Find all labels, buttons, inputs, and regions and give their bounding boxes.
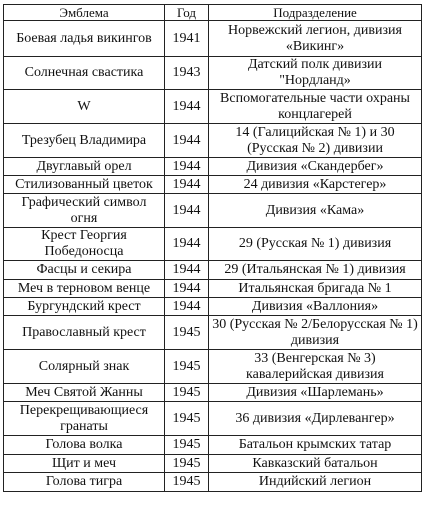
table-row xyxy=(4,316,422,350)
emblem-cell: Крест Георгия Победоносца xyxy=(4,228,165,261)
table-row xyxy=(4,436,422,455)
emblem-cell: Голова волка xyxy=(4,436,165,455)
year-cell: 1943 xyxy=(165,57,209,90)
emblem-cell: Перекрещивающиеся гранаты xyxy=(4,402,165,436)
emblem-cell: Солярный знак xyxy=(4,350,165,384)
emblem-cell: Фасцы и секира xyxy=(4,261,165,280)
unit-cell: 33 (Венгерская № 3) кавалерийская дивизия xyxy=(209,350,422,384)
unit-cell: 14 (Галицийская № 1) и 30 (Русская № 2) дивизии xyxy=(209,124,422,158)
unit-cell: 24 дивизия «Карстегер» xyxy=(209,176,422,194)
emblem-cell: Графический символ огня xyxy=(4,194,165,228)
year-cell: 1945 xyxy=(165,455,209,473)
year-cell: 1944 xyxy=(165,194,209,228)
table-row xyxy=(4,194,422,228)
table-row xyxy=(4,280,422,298)
year-cell: 1945 xyxy=(165,384,209,402)
emblem-cell: Стилизованный цветок xyxy=(4,176,165,194)
unit-cell: Датский полк дивизии "Нордланд» xyxy=(209,57,422,90)
emblem-cell: Щит и меч xyxy=(4,455,165,473)
year-cell: 1944 xyxy=(165,228,209,261)
emblem-cell: Трезубец Владимира xyxy=(4,124,165,158)
unit-cell: Дивизия «Кама» xyxy=(209,194,422,228)
table-row xyxy=(4,158,422,176)
unit-cell: Индийский легион xyxy=(209,473,422,492)
unit-cell: 30 (Русская № 2/Белорусская № 1) дивизия xyxy=(209,316,422,350)
table-row xyxy=(4,228,422,261)
table-row xyxy=(4,455,422,473)
unit-cell: Дивизия «Скандербег» xyxy=(209,158,422,176)
emblem-cell: Меч Святой Жанны xyxy=(4,384,165,402)
year-cell: 1941 xyxy=(165,21,209,57)
table-row xyxy=(4,298,422,316)
year-cell: 1945 xyxy=(165,436,209,455)
unit-cell: Дивизия «Шарлемань» xyxy=(209,384,422,402)
emblem-cell: Двуглавый орел xyxy=(4,158,165,176)
year-cell: 1944 xyxy=(165,261,209,280)
year-cell: 1944 xyxy=(165,158,209,176)
year-cell: 1945 xyxy=(165,350,209,384)
header-unit: Подразделение xyxy=(209,5,422,21)
emblem-cell: Бургундский крест xyxy=(4,298,165,316)
unit-cell: Кавказский батальон xyxy=(209,455,422,473)
header-year: Год xyxy=(165,5,209,21)
emblem-table xyxy=(3,4,422,492)
unit-cell: Итальянская бригада № 1 xyxy=(209,280,422,298)
table-row xyxy=(4,350,422,384)
year-cell: 1944 xyxy=(165,176,209,194)
unit-cell: Вспомогательные части охраны концлагерей xyxy=(209,90,422,124)
unit-cell: 29 (Итальянская № 1) дивизия xyxy=(209,261,422,280)
emblem-cell: Православный крест xyxy=(4,316,165,350)
year-cell: 1944 xyxy=(165,298,209,316)
emblem-cell: W xyxy=(4,90,165,124)
year-cell: 1945 xyxy=(165,402,209,436)
year-cell: 1945 xyxy=(165,316,209,350)
header-row xyxy=(4,5,422,21)
table-row xyxy=(4,124,422,158)
year-cell: 1944 xyxy=(165,124,209,158)
table-row xyxy=(4,90,422,124)
emblem-cell: Голова тигра xyxy=(4,473,165,492)
header-emblem: Эмблема xyxy=(4,5,165,21)
table-row xyxy=(4,402,422,436)
emblem-cell: Меч в терновом венце xyxy=(4,280,165,298)
table-row xyxy=(4,473,422,492)
table-row xyxy=(4,21,422,57)
table-row xyxy=(4,384,422,402)
emblem-cell: Боевая ладья викингов xyxy=(4,21,165,57)
emblem-cell: Солнечная свастика xyxy=(4,57,165,90)
unit-cell: Дивизия «Валлония» xyxy=(209,298,422,316)
table-row xyxy=(4,57,422,90)
year-cell: 1944 xyxy=(165,90,209,124)
year-cell: 1944 xyxy=(165,280,209,298)
unit-cell: Норвежский легион, дивизия «Викинг» xyxy=(209,21,422,57)
unit-cell: 36 дивизия «Дирлевангер» xyxy=(209,402,422,436)
unit-cell: 29 (Русская № 1) дивизия xyxy=(209,228,422,261)
year-cell: 1945 xyxy=(165,473,209,492)
table-row xyxy=(4,261,422,280)
unit-cell: Батальон крымских татар xyxy=(209,436,422,455)
table-row xyxy=(4,176,422,194)
